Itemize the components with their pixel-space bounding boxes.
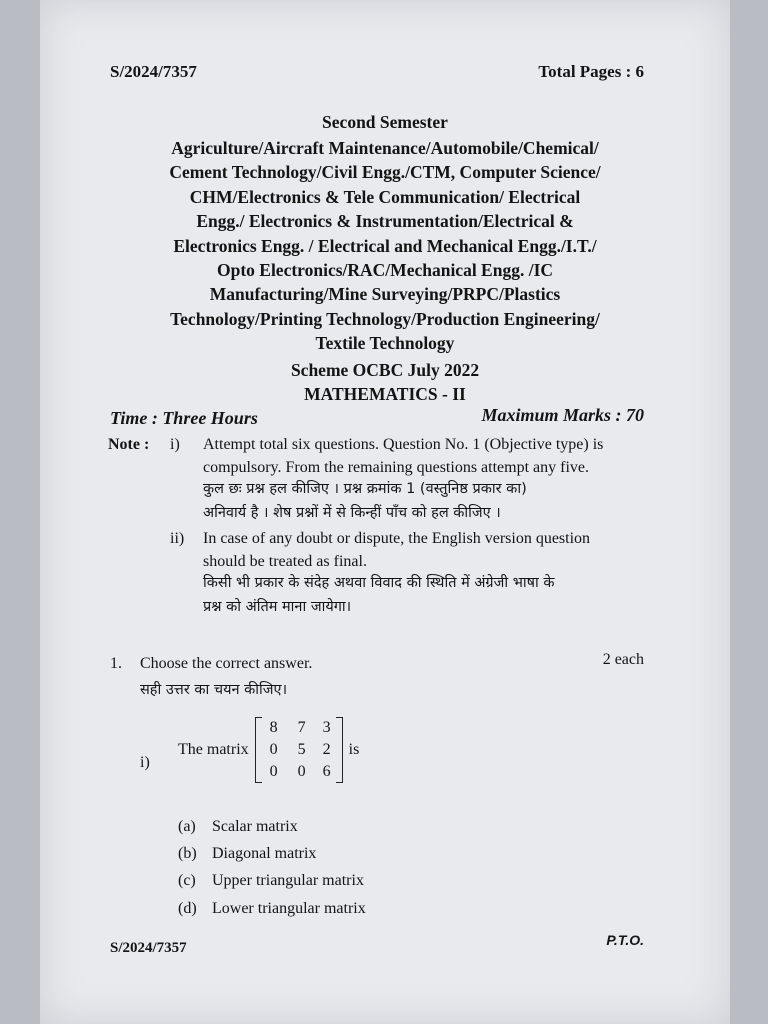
option-a	[178, 818, 298, 836]
matrix-cell: 0	[269, 763, 278, 780]
pto-label: P.T.O.	[606, 932, 644, 948]
branch-line: Textile Technology	[315, 333, 455, 354]
matrix-suffix: is	[348, 741, 360, 758]
branch-line: Agriculture/Aircraft Maintenance/Automobile/Chemical/	[171, 138, 599, 158]
note-line: Attempt total six questions. Question No. 1 (Objective type) is	[203, 436, 604, 453]
max-marks-label: Maximum Marks : 70	[481, 405, 644, 425]
branch-line: Electronics Engg. / Electrical and Mechanical Engg./I.T./	[173, 235, 597, 256]
note-line: कुल छः प्रश्न हल कीजिए । प्रश्न क्रमांक 1 (वस्तुनिष्ठ प्रकार का)	[203, 481, 527, 497]
subquestion-number: i)	[140, 754, 150, 771]
matrix-cell: 0	[269, 741, 278, 758]
option-label: (b)	[178, 845, 197, 862]
option-c	[178, 872, 364, 890]
time-label: Time : Three Hours	[110, 408, 258, 428]
option-label: (d)	[178, 900, 197, 917]
option-label: (c)	[178, 872, 196, 889]
note-item-english	[203, 433, 653, 479]
matrix-prefix: The matrix	[178, 741, 249, 758]
exam-page	[40, 0, 730, 1024]
total-pages: Total Pages : 6	[538, 62, 644, 81]
question-marks: 2 each	[602, 651, 644, 668]
scheme-title: Scheme OCBC July 2022	[290, 360, 480, 380]
note-line: should be treated as final.	[203, 553, 367, 570]
question-text-hindi: सही उत्तर का चयन कीजिए।	[140, 682, 288, 698]
question-number: 1.	[110, 655, 122, 672]
paper-code: S/2024/7357	[110, 62, 197, 81]
matrix-cell: 5	[297, 741, 306, 758]
note-line: प्रश्न को अंतिम माना जायेगा।	[203, 599, 352, 615]
semester-title: Second Semester	[322, 112, 448, 132]
note-item-hindi	[203, 571, 663, 619]
option-text: Upper triangular matrix	[212, 872, 364, 889]
option-b	[178, 845, 316, 863]
matrix-cell: 6	[322, 763, 331, 780]
matrix-cell: 8	[269, 719, 278, 736]
branch-line: CHM/Electronics & Tele Communication/ Electrical	[189, 186, 581, 207]
matrix	[255, 717, 343, 783]
note-item-english	[203, 527, 653, 573]
note-item-number: i)	[170, 436, 180, 453]
option-text: Scalar matrix	[212, 818, 298, 835]
note-item-number: ii)	[170, 530, 185, 547]
note-line: compulsory. From the remaining questions attempt any five.	[203, 459, 589, 476]
note-item-hindi	[203, 477, 663, 525]
matrix-cell: 2	[322, 741, 331, 758]
branch-line: Manufacturing/Mine Surveying/PRPC/Plastics	[209, 284, 561, 305]
branch-line: Cement Technology/Civil Engg./CTM, Computer Science/	[169, 162, 601, 183]
option-d	[178, 900, 366, 918]
note-line: किसी भी प्रकार के संदेह अथवा विवाद की स्थिति में अंग्रेजी भाषा के	[203, 575, 555, 591]
footer-code: S/2024/7357	[110, 940, 187, 956]
branch-line: Technology/Printing Technology/Production Engineering/	[170, 308, 600, 329]
branch-line: Engg./ Electronics & Instrumentation/Electrical &	[196, 211, 574, 232]
note-line: In case of any doubt or dispute, the English version question	[203, 530, 591, 547]
option-text: Lower triangular matrix	[212, 900, 366, 917]
option-label: (a)	[178, 818, 196, 835]
subject-title: MATHEMATICS - II	[304, 384, 466, 404]
matrix-cell: 3	[322, 719, 331, 736]
branch-line: Opto Electronics/RAC/Mechanical Engg. /IC	[216, 260, 554, 281]
matrix-statement	[178, 717, 359, 783]
note-label: Note :	[108, 436, 150, 453]
matrix-cell: 7	[297, 719, 306, 736]
note-line: अनिवार्य है । शेष प्रश्नों में से किन्हीं पाँच को हल कीजिए ।	[203, 505, 501, 521]
matrix-cell: 0	[297, 763, 306, 780]
branches-list	[40, 136, 730, 356]
question-text: Choose the correct answer.	[140, 655, 313, 672]
option-text: Diagonal matrix	[212, 845, 317, 862]
